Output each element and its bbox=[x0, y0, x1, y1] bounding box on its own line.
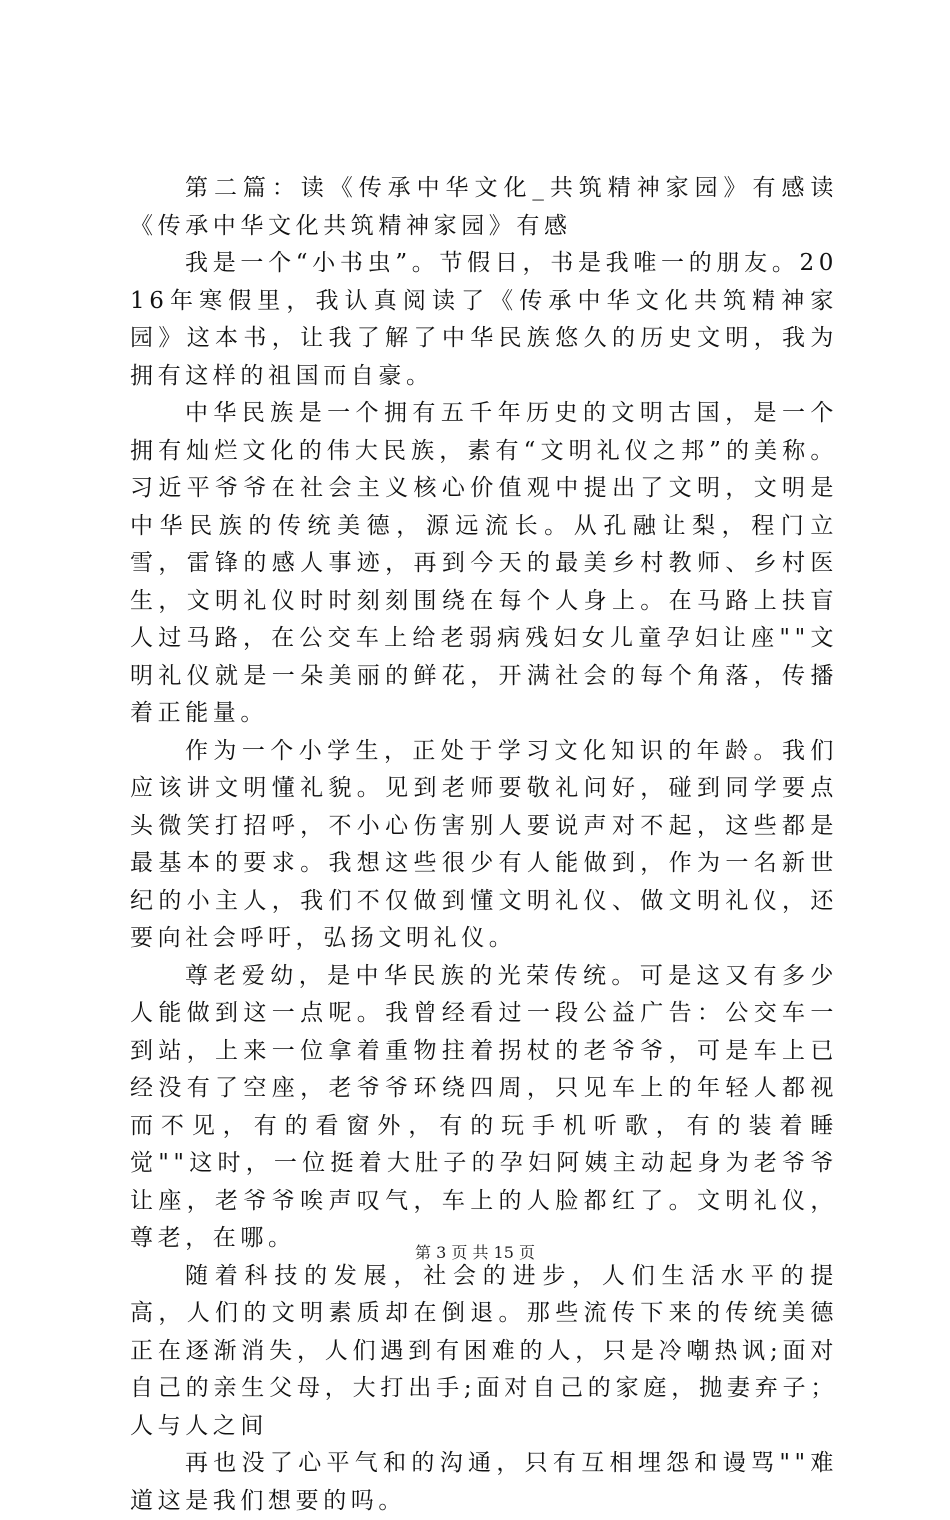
paragraph-5: 随着科技的发展，社会的进步，人们生活水平的提高，人们的文明素质却在倒退。那些流传下来的传统美德正在逐渐消失，人们遇到有困难的人，只是冷嘲热讽;面对自己的亲生父母，大打出手;面对自己的家庭，抛妻弃子；人与人之间 bbox=[130, 1262, 838, 1439]
page-footer bbox=[0, 1240, 950, 1263]
paragraph-6: 再也没了心平气和的沟通，只有互相埋怨和谩骂""难道这是我们想要的吗。 bbox=[130, 1450, 838, 1514]
paragraph-3: 作为一个小学生，正处于学习文化知识的年龄。我们应该讲文明懂礼貌。见到老师要敬礼问好，碰到同学要点头微笑打招呼，不小心伤害别人要说声对不起，这些都是最基本的要求。我想这些很少有人能做到，作为一名新世纪的小主人，我们不仅做到懂文明礼仪、做文明礼仪，还要向社会呼吁，弘扬文明礼仪。 bbox=[130, 737, 838, 951]
article-body bbox=[130, 170, 838, 1520]
article-title: 第二篇：读《传承中华文化_共筑精神家园》有感读《传承中华文化共筑精神家园》有感 bbox=[130, 175, 838, 239]
paragraph-4: 尊老爱幼，是中华民族的光荣传统。可是这又有多少人能做到这一点呢。我曾经看过一段公益广告：公交车一到站，上来一位拿着重物拄着拐杖的老爷爷，可是车上已经没有了空座，老爷爷环绕四周，只见车上的年轻人都视而不见，有的看窗外，有的玩手机听歌，有的装着睡觉""这时，一位挺着大肚子的孕妇阿姨主动起身为老爷爷让座，老爷爷唉声叹气，车上的人脸都红了。文明礼仪，尊老，在哪。 bbox=[130, 962, 838, 1251]
page-number: 第 3 页 共 15 页 bbox=[415, 1243, 535, 1262]
paragraph-2: 中华民族是一个拥有五千年历史的文明古国，是一个拥有灿烂文化的伟大民族，素有“文明礼仪之邦”的美称。习近平爷爷在社会主义核心价值观中提出了文明，文明是中华民族的传统美德，源远流长。从孔融让梨，程门立雪，雷锋的感人事迹，再到今天的最美乡村教师、乡村医生，文明礼仪时时刻刻围绕在每个人身上。在马路上扶盲人过马路，在公交车上给老弱病残妇女儿童孕妇让座""文明礼仪就是一朵美丽的鲜花，开满社会的每个角落，传播着正能量。 bbox=[130, 400, 838, 726]
paragraph-1: 我是一个“小书虫”。节假日，书是我唯一的朋友。2016年寒假里，我认真阅读了《传承中华文化共筑精神家园》这本书，让我了解了中华民族悠久的历史文明，我为拥有这样的祖国而自豪。 bbox=[130, 250, 838, 389]
